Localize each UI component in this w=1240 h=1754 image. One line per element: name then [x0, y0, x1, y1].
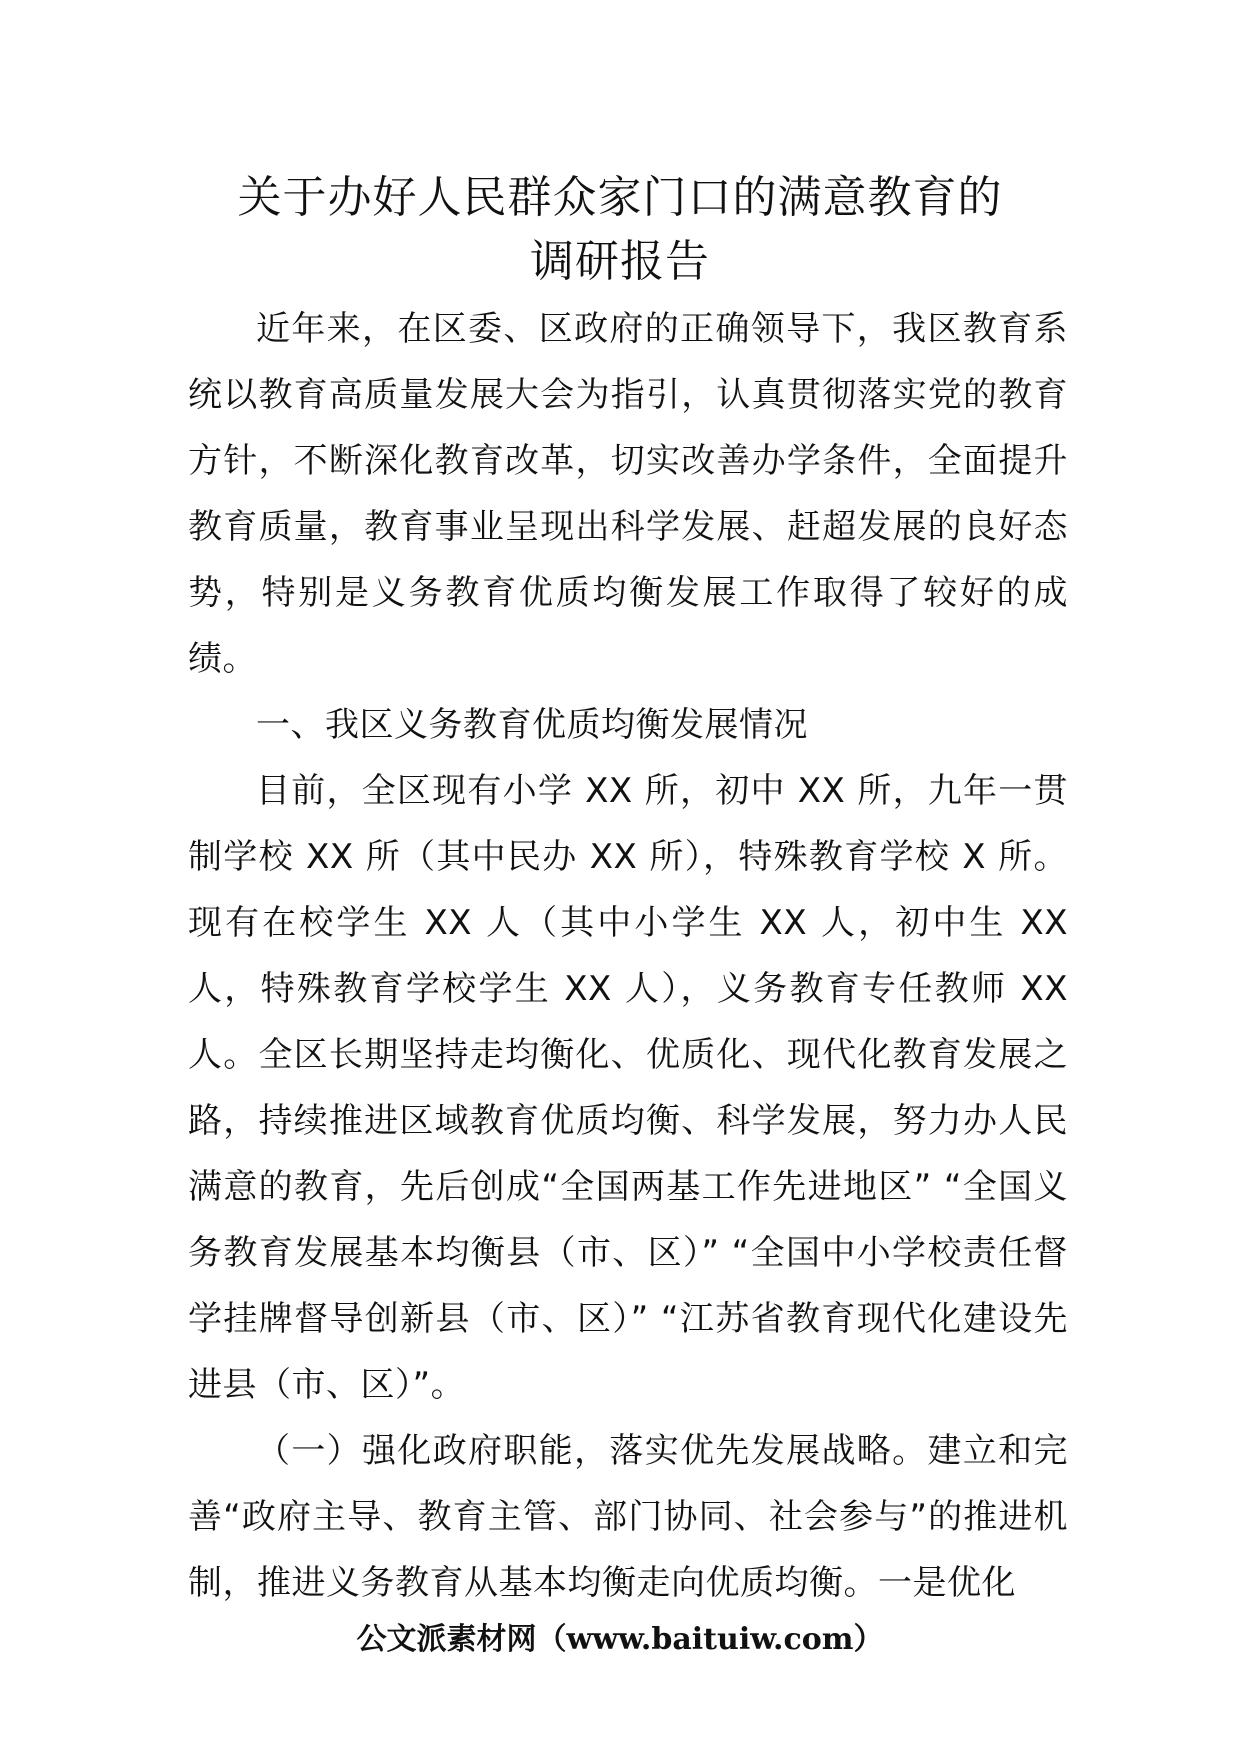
document-title-line-2: 调研报告	[530, 236, 710, 287]
paragraph-intro: 近年来，在区委、区政府的正确领导下，我区教育系统以教育高质量发展大会为指引，认真贯彻落实党的教育方针，不断深化教育改革，切实改善办学条件，全面提升教育质量，教育事业呈现出科学发展、赶超发展的良好态势，特别是义务教育优质均衡发展工作取得了较好的成绩。	[188, 309, 1068, 679]
paragraph-subsection-1: （一）强化政府职能，落实优先发展战略。建立和完善“政府主导、教育主管、部门协同、社会参与”的推进机制，推进义务教育从基本均衡走向优质均衡。一是优化	[188, 1431, 1068, 1603]
paragraph-current-status: 目前，全区现有小学 XX 所，初中 XX 所，九年一贯制学校 XX 所（其中民办 XX 所），特殊教育学校 X 所。现有在校学生 XX 人（其中小学生 XX 人，初中生 XX 人，特殊教育学校学生 XX 人），义务教育专任教师 XX 人。全区长期坚持走均衡化、优质化、现代化教育发展之路，持续推进区域教育优质均衡、科学发展，努力办人民满意的教育，先后创成“全国两基工作先进地区” “全国义务教育发展基本均衡县（市、区）” “全国中小学校责任督学挂牌督导创新县（市、区）” “江苏省教育现代化建设先进县（市、区）”。	[188, 771, 1068, 1405]
document-body	[188, 296, 1068, 1616]
footer-watermark: 公文派素材网（www.baituiw.com）	[356, 1622, 884, 1657]
document-title-line-1: 关于办好人民群众家门口的满意教育的	[237, 172, 1003, 223]
section-heading-1: 一、我区义务教育优质均衡发展情况	[256, 705, 808, 745]
